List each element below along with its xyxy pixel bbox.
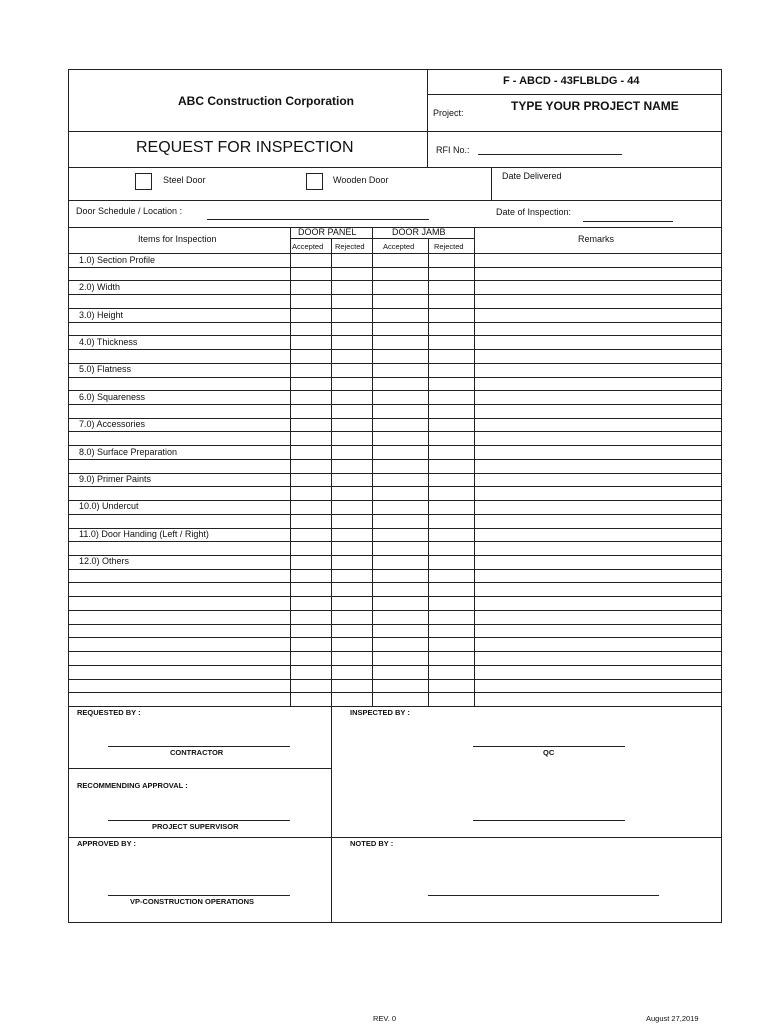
item-4: 4.0) Thickness	[79, 337, 138, 347]
page-title: REQUEST FOR INSPECTION	[136, 139, 354, 156]
table-row-line	[68, 665, 722, 666]
border-bottom	[68, 922, 722, 923]
project-supervisor-label: PROJECT SUPERVISOR	[152, 822, 239, 831]
signature-divider	[331, 706, 332, 923]
contractor-label: CONTRACTOR	[170, 748, 224, 757]
table-row-line	[68, 679, 722, 680]
door-type-line	[68, 200, 722, 201]
form-code: F - ABCD - 43FLBLDG - 44	[503, 75, 640, 87]
door-jamb-header: DOOR JAMB	[392, 227, 446, 237]
project-label: Project:	[433, 108, 464, 118]
jamb-rejected-header: Rejected	[434, 242, 464, 251]
door-schedule-label: Door Schedule / Location :	[76, 206, 183, 216]
qc-signature-line[interactable]	[473, 746, 625, 747]
table-row-line	[68, 280, 722, 281]
wooden-door-label: Wooden Door	[333, 175, 389, 185]
date-inspection-label: Date of Inspection:	[496, 207, 572, 217]
table-row-line	[68, 610, 722, 611]
inspected-by-label: INSPECTED BY :	[350, 708, 410, 717]
table-row-line	[68, 569, 722, 570]
header-divider	[427, 69, 428, 168]
item-2: 2.0) Width	[79, 282, 121, 292]
table-row-line	[68, 473, 722, 474]
table-row-line	[68, 514, 722, 515]
item-3: 3.0) Height	[79, 310, 124, 320]
jamb-accepted-header: Accepted	[383, 242, 415, 251]
vp-label: VP-CONSTRUCTION OPERATIONS	[130, 897, 255, 906]
border-right	[721, 69, 722, 923]
table-row-line	[68, 445, 722, 446]
table-row-line	[68, 541, 722, 542]
door-panel-header: DOOR PANEL	[298, 227, 357, 237]
item-7: 7.0) Accessories	[79, 419, 146, 429]
footer-date: August 27,2019	[646, 1014, 699, 1023]
panel-accepted-header: Accepted	[292, 242, 324, 251]
table-row-line	[68, 431, 722, 432]
table-row-line	[68, 335, 722, 336]
table-row-line	[68, 322, 722, 323]
item-8: 8.0) Surface Preparation	[79, 447, 178, 457]
vp-signature-line[interactable]	[108, 895, 290, 896]
remarks-header: Remarks	[578, 234, 615, 244]
steel-door-checkbox[interactable]	[135, 173, 152, 190]
col-line-1	[290, 227, 291, 707]
table-header-line	[68, 253, 722, 254]
header-group-line	[290, 238, 475, 239]
signature-top-line	[68, 706, 722, 707]
wooden-door-checkbox[interactable]	[306, 173, 323, 190]
table-row-line	[68, 349, 722, 350]
item-12: 12.0) Others	[79, 556, 130, 566]
approval-top-line	[68, 837, 722, 838]
table-row-line	[68, 486, 722, 487]
table-row-line	[68, 363, 722, 364]
table-row-line	[68, 582, 722, 583]
noted-by-label: NOTED BY :	[350, 839, 394, 848]
supervisor-signature-line[interactable]	[108, 820, 290, 821]
noted-signature-line[interactable]	[428, 895, 659, 896]
date-inspection-field[interactable]	[583, 221, 673, 222]
table-row-line	[68, 555, 722, 556]
table-row-line	[68, 637, 722, 638]
table-row-line	[68, 377, 722, 378]
rfi-number-field[interactable]	[478, 154, 622, 155]
project-name: TYPE YOUR PROJECT NAME	[511, 99, 679, 113]
requested-by-label: REQUESTED BY :	[77, 708, 141, 717]
date-delivered-label: Date Delivered	[502, 171, 562, 181]
table-row-line	[68, 404, 722, 405]
items-header: Items for Inspection	[138, 234, 217, 244]
table-row-line	[68, 294, 722, 295]
rfi-label: RFI No.:	[436, 145, 470, 155]
item-5: 5.0) Flatness	[79, 364, 132, 374]
item-10: 10.0) Undercut	[79, 501, 139, 511]
table-row-line	[68, 459, 722, 460]
item-1: 1.0) Section Profile	[79, 255, 156, 265]
header-line-1	[68, 131, 722, 132]
revision-label: REV. 0	[373, 1014, 397, 1023]
approved-by-label: APPROVED BY :	[77, 839, 137, 848]
delivered-divider	[491, 167, 492, 201]
table-row-line	[68, 308, 722, 309]
table-row-line	[68, 596, 722, 597]
header-line-2	[68, 167, 722, 168]
panel-rejected-header: Rejected	[335, 242, 365, 251]
table-row-line	[68, 418, 722, 419]
col-line-5	[474, 227, 475, 707]
door-schedule-field[interactable]	[207, 219, 429, 220]
col-line-3	[372, 227, 373, 707]
inspected-extra-line[interactable]	[473, 820, 625, 821]
company-name: ABC Construction Corporation	[178, 94, 354, 108]
item-9: 9.0) Primer Paints	[79, 474, 152, 484]
qc-label: QC	[543, 748, 555, 757]
form-code-line	[427, 94, 722, 95]
table-row-line	[68, 624, 722, 625]
border-top	[68, 69, 722, 70]
table-row-line	[68, 500, 722, 501]
recommending-label: RECOMMENDING APPROVAL :	[77, 781, 188, 790]
table-row-line	[68, 651, 722, 652]
contractor-signature-line[interactable]	[108, 746, 290, 747]
table-row-line	[68, 692, 722, 693]
item-11: 11.0) Door Handing (Left / Right)	[79, 529, 209, 539]
table-row-line	[68, 267, 722, 268]
requested-bottom-line	[68, 768, 332, 769]
table-row-line	[68, 390, 722, 391]
item-6: 6.0) Squareness	[79, 392, 146, 402]
border-left	[68, 69, 69, 923]
steel-door-label: Steel Door	[163, 175, 206, 185]
